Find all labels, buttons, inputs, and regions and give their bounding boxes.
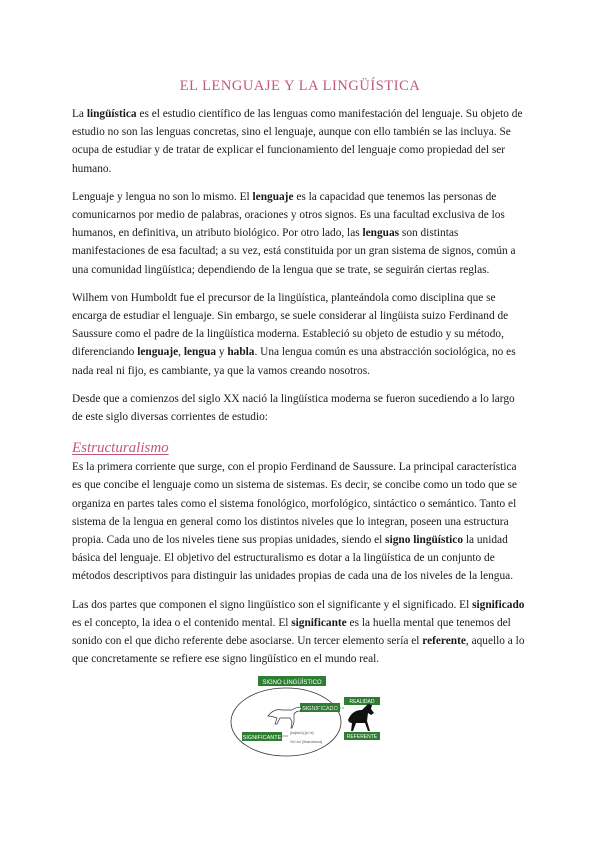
paragraph-estructuralismo: Es la primera corriente que surge, con el propio Ferdinand de Saussure. La principal característica es que concibe el lenguaje como un sistema de sistemas. Es decir, se concibe como un todo que se organiza en partes tales como el sistema fonológico, morfológico, sintáctico o semántico. Tanto el sistema de la lengua en general como los distintos niveles que lo integran, poseen una estructura propia. Cada uno de los niveles tiene sus propias unidades, siendo el signo lingüístico la unidad básica del lenguaje. El objetivo del estructuralismo es dotar a la lingüística de un conjunto de métodos descriptivos para distinguir las unidades propias de cada una de los niveles de la lengua. xyxy=(72,461,517,583)
page-title: EL LENGUAJE Y LA LINGÜÍSTICA xyxy=(179,78,421,94)
paragraph-humboldt-saussure: Wilhem von Humboldt fue el precursor de la lingüística, planteándola como disciplina que se encarga de estudiar el lenguaje. Sin embargo, se suele considerar al lingüista suizo Ferdinand de Saussure como el padre de la lingüística moderna. Estableció su objeto de estudio y su método, diferenciando lenguaje, lengua y habla. Una lengua común es una abstracción sociológica, no es nada real ni fijo, es cambiante, ya que la vamos creando nosotros. xyxy=(72,291,516,377)
horse-outline-icon xyxy=(268,707,302,728)
significante-label: SIGNIFICANTE xyxy=(242,735,282,741)
phonetic-line-1: [kaβaʎo] [piˈrɛ] xyxy=(290,731,314,735)
signo-label: SIGNO LINGÜÍSTICO xyxy=(262,680,322,686)
paragraph-signo: Las dos partes que componen el signo lingüístico son el significante y el significado. El significado es el concepto, la idea o el contenido mental. El significante es la huella mental que tenemos del sonido con el que dicho referente debe asociarse. Un tercer elemento sería el referente, aquello a lo que concretamente se refiere ese signo lingüístico en el mundo real. xyxy=(72,598,525,666)
referente-label: REFERENTE xyxy=(346,734,378,740)
phonetic-line-2: /Xu’ʎo/ [Xbarcelona] xyxy=(290,740,323,744)
signo-linguistico-diagram xyxy=(228,672,388,792)
section-heading-estructuralismo: Estructuralismo xyxy=(72,440,169,457)
paragraph-lenguaje-lengua: Lenguaje y lengua no son lo mismo. El lenguaje es la capacidad que tenemos las personas de comunicarnos por medio de palabras, oraciones y otros signos. Es una facultad exclusiva de los humanos, en definitiva, un atributo biológico. Por otro lado, las lenguas son distintas manifestaciones de esa facultad; a su vez, está constituida por un gran sistema de signos, común a una comunidad lingüística; dependiendo de la lengua que se trate, se seguirán ciertas reglas. xyxy=(72,190,516,276)
paragraph-intro: La lingüística es el estudio científico de las lenguas como manifestación del lenguaje. Su objeto de estudio no son las lenguas concretas, sino el lenguaje, aunque con ello también se las incluya. Se ocupa de estudiar y de tratar de explicar el funcionamiento del lenguaje como propiedad del ser humano. xyxy=(72,108,523,175)
significado-label: SIGNIFICADO xyxy=(302,706,338,712)
diagram-ellipse xyxy=(231,688,341,756)
black-horse-icon xyxy=(348,704,374,731)
paragraph-corrientes: Desde que a comienzos del siglo XX nació la lingüística moderna se fueron sucediendo a lo largo de este siglo diversas corrientes de estudio: xyxy=(72,392,515,424)
realidad-label: REALIDAD xyxy=(349,699,375,705)
